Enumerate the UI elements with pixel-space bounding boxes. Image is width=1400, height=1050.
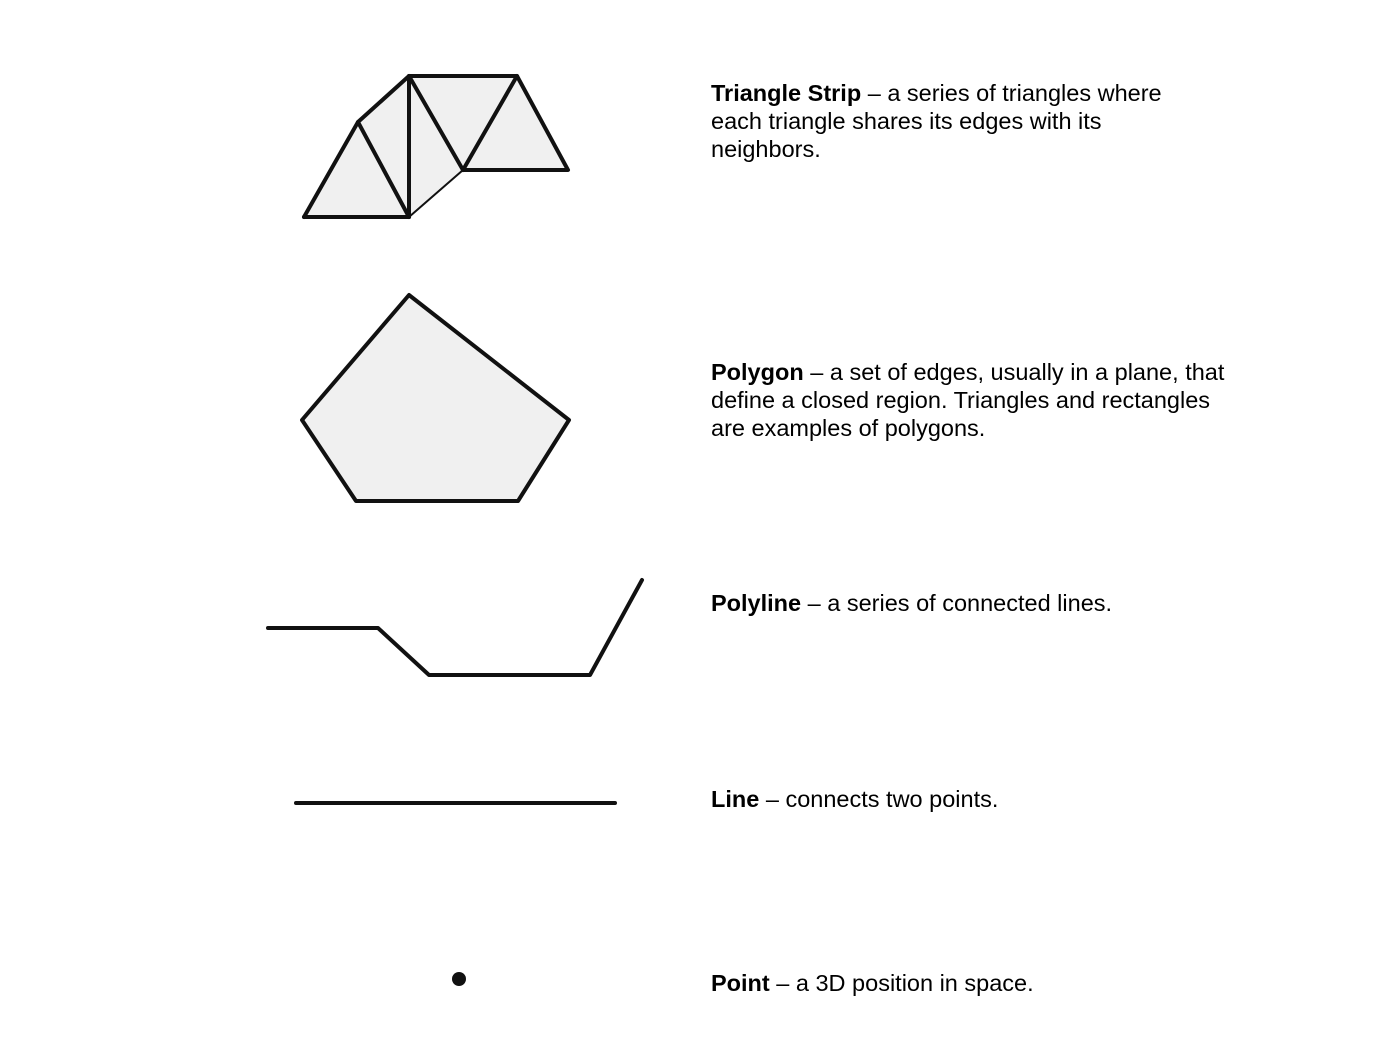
- line-definition: connects two points.: [785, 786, 999, 812]
- separator: –: [861, 80, 888, 106]
- polygon-description: [711, 358, 1231, 442]
- triangle-strip-shape: [304, 76, 568, 217]
- polygon-term: Polygon: [711, 359, 804, 385]
- point-term: Point: [711, 970, 770, 996]
- separator: –: [759, 786, 786, 812]
- point-definition: a 3D position in space.: [795, 970, 1034, 996]
- point-shape: [452, 972, 466, 986]
- separator: –: [801, 590, 828, 616]
- polyline-definition: a series of connected lines.: [827, 590, 1113, 616]
- polyline-description: [711, 589, 1271, 617]
- line-description: [711, 785, 1271, 813]
- triangle-strip-term: Triangle Strip: [711, 80, 862, 106]
- line-term: Line: [711, 786, 760, 812]
- polygon-definition: a set of edges, usually in a plane, that define a closed region. Triangles and rectangles are examples of polygons.: [711, 359, 1225, 441]
- separator: –: [769, 970, 796, 996]
- triangle-strip-definition: a series of triangles where each triangle shares its edges with its neighbors.: [711, 80, 1162, 162]
- separator: –: [803, 359, 830, 385]
- point-description: [711, 969, 1271, 997]
- polygon-shape: [302, 295, 569, 501]
- triangle-strip-description: [711, 79, 1211, 163]
- polyline-shape: [268, 580, 642, 675]
- polyline-term: Polyline: [711, 590, 802, 616]
